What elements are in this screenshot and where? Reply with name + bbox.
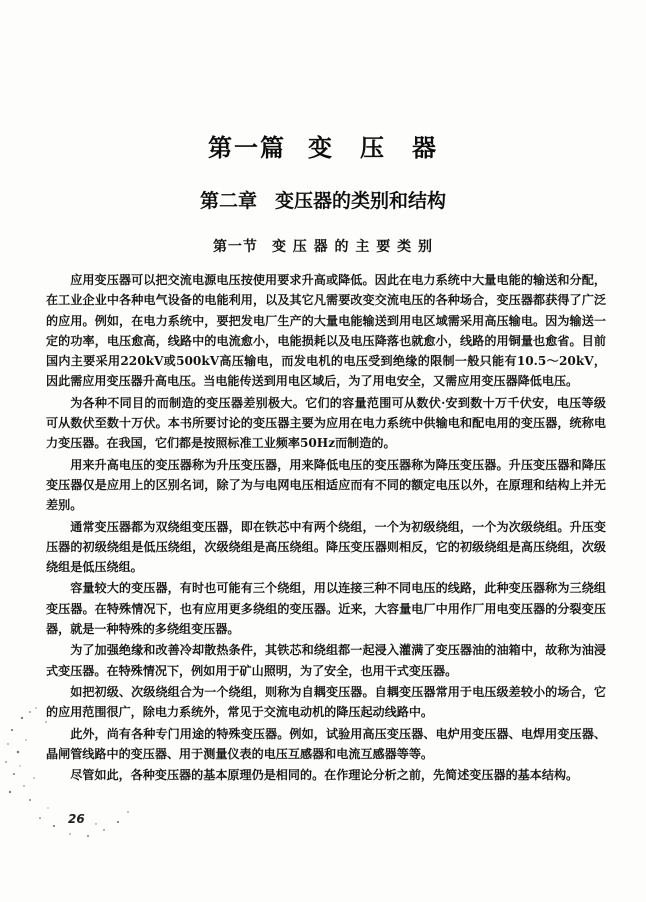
paragraph: 为了加强绝缘和改善冷却散热条件，其铁芯和绕组都一起浸入灌满了变压器油的油箱中，故称为油浸式变压器。在特殊情况下，例如用于矿山照明，为了安全，也用干式变压器。 [46,643,606,678]
paragraph: 为各种不同目的而制造的变压器差别极大。它们的容量范围可从数伏·安到数十万千伏安，电压等级可从数伏至数十万伏。本书所要讨论的变压器主要为应用在电力系统中供输电和配电用的变压器，统称电力变压器。在我国，它们都是按照标准工业频率50Hz而制造的。 [46,395,606,451]
paragraph: 尽管如此，各种变压器的基本原理仍是相同的。在作理论分析之前，先简述变压器的基本结构。 [70,768,579,783]
paragraph: 应用变压器可以把交流电源电压按使用要求升高或降低。因此在电力系统中大量电能的输送和分配，在工业企业中各种电气设备的电能利用，以及其它凡需要改变交流电压的各种场合，变压器都获得了广泛的应用。例如，在电力系统中，要把发电厂生产的大量电能输送到用电区域需采用高压输电。因为输送一定的功率，电压愈高，线路中的电流愈小，电能损耗以及电压降落也就愈小，线路的用铜量也愈省。目前国内主要采用220kV或500kV高压输电，而发电机的电压受到绝缘的限制一般只能有10.5～20kV，因此需应用变压器升高电压。当电能传送到用电区域后，为了用电安全，又需应用变压器降低电压。 [46,273,606,389]
section-name: 变 压 器 的 主 要 类 别 [271,239,434,255]
part-label: 第一篇 [208,134,286,162]
paragraph: 如把初级、次级绕组合为一个绕组，则称为自耦变压器。自耦变压器常用于电压级差较小的场合，它的应用范围很广，除电力系统外，常见于交流电动机的降压起动线路中。 [46,684,606,720]
section-title [0,236,646,256]
chapter-title [0,186,646,213]
paragraph: 此外，尚有各种专门用途的特殊变压器。例如，试验用高压变压器、电炉用变压器、电焊用变压器、晶闸管线路中的变压器、用于测量仪表的电压互感器和电流互感器等等。 [46,726,606,761]
chapter-label: 第二章 [199,190,257,212]
page-number: 26 [68,812,85,826]
section-label: 第一节 [212,239,258,255]
body-text [46,270,606,785]
paragraph: 用来升高电压的变压器称为升压变压器，用来降低电压的变压器称为降压变压器。升压变压器和降压变压器仅是应用上的区别名词，除了为与电网电压相适应而有不同的额定电压以外，在原理和结构上并无差别。 [46,457,606,513]
part-name: 变 压 器 [308,134,438,162]
chapter-name: 变压器的类别和结构 [275,190,447,212]
part-title [0,128,646,163]
paragraph: 通常变压器都为双绕组变压器，即在铁芯中有两个绕组，一个为初级绕组，一个为次级绕组。升压变压器的初级绕组是低压绕组，次级绕组是高压绕组。降压变压器则相反，它的初级绕组是高压绕组，次级绕组是低压绕组。 [46,519,606,575]
paragraph: 容量较大的变压器，有时也可能有三个绕组，用以连接三种不同电压的线路，此种变压器称为三绕组变压器。在特殊情况下，也有应用更多绕组的变压器。近来，大容量电厂中用作厂用电变压器的分裂变压器，就是一种特殊的多绕组变压器。 [46,581,606,637]
